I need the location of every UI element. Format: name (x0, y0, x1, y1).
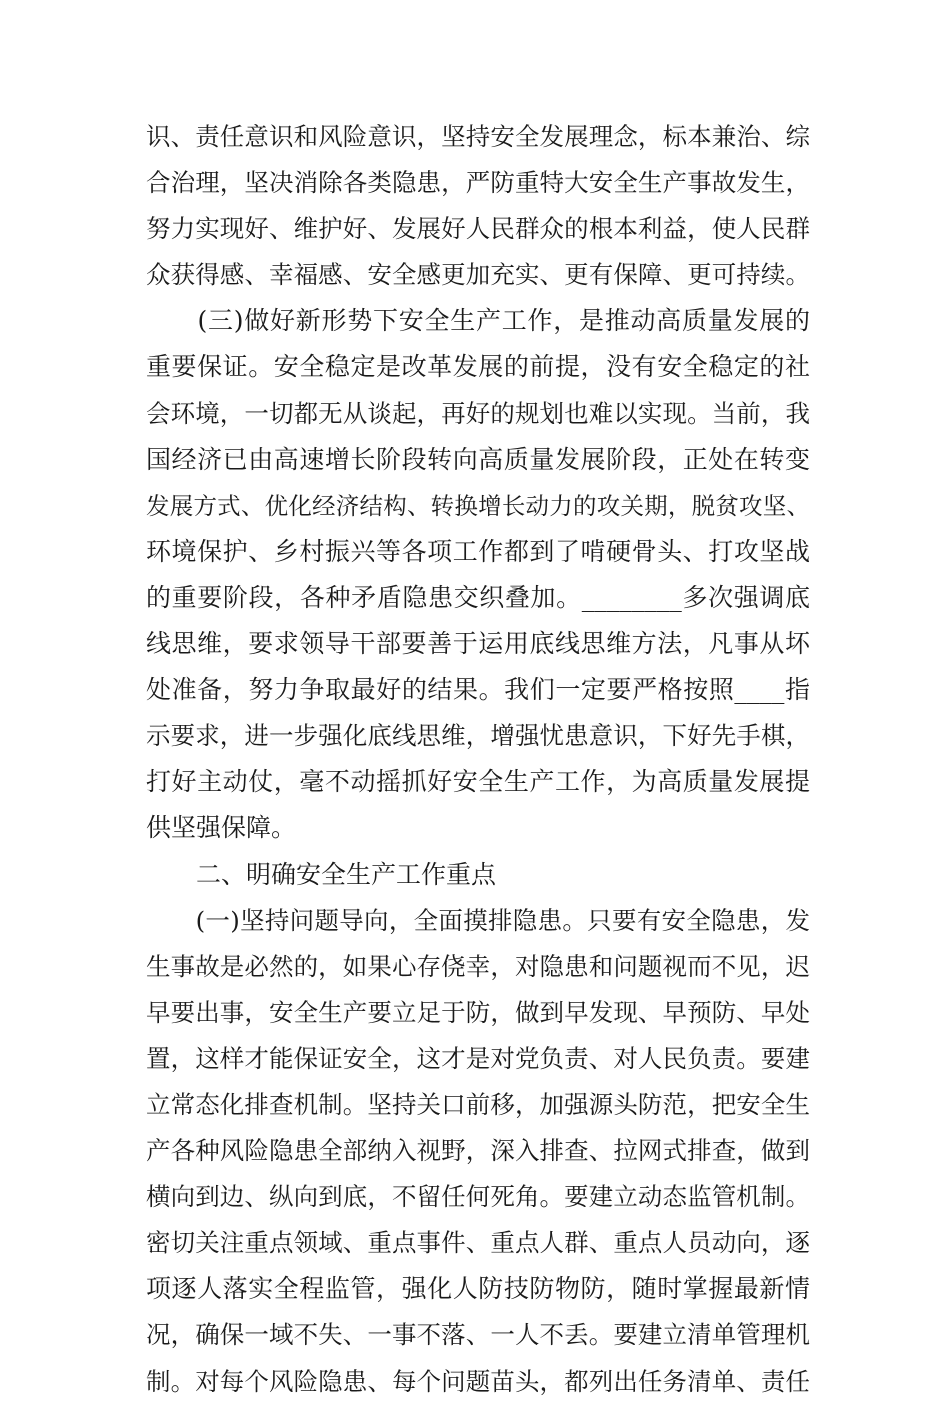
text-line: 识、责任意识和风险意识，坚持安全发展理念，标本兼治、综 (146, 122, 810, 151)
text-line: 线思维，要求领导干部要善于运用底线思维方法，凡事从坏 (146, 629, 810, 659)
text-line: 发展方式、优化经济结构、转换增长动力的攻关期，脱贫攻坚、 (146, 491, 810, 520)
text-line: 处准备，努力争取最好的结果。我们一定要严格按照____指 (146, 675, 810, 705)
section-three-heading-line: (三)做好新形势下安全生产工作，是推动高质量发展的 (146, 306, 810, 336)
text-line: 的重要阶段，各种矛盾隐患交织叠加。________多次强调底 (146, 582, 810, 612)
text-line: 置，这样才能保证安全，这才是对党负责、对人民负责。要建 (146, 1043, 810, 1073)
text-line: 环境保护、乡村振兴等各项工作都到了啃硬骨头、打攻坚战 (146, 536, 810, 566)
text-line: 项逐人落实全程监管，强化人防技防物防，随时掌握最新情 (146, 1274, 810, 1304)
text-line: 制。对每个风险隐患、每个问题苗头，都列出任务清单、责任 (146, 1366, 810, 1396)
section-heading: 二、明确安全生产工作重点 (146, 859, 497, 889)
text-line: 供坚强保障。 (146, 813, 297, 843)
document-page (146, 114, 810, 1405)
text-line: 横向到边、纵向到底，不留任何死角。要建立动态监管机制。 (146, 1182, 810, 1212)
text-line: 众获得感、幸福感、安全感更加充实、更有保障、更可持续。 (146, 260, 810, 290)
text-line: 生事故是必然的，如果心存侥幸，对隐患和问题视而不见，迟 (146, 951, 810, 981)
text-line: 合治理，坚决消除各类隐患，严防重特大安全生产事故发生， (146, 168, 810, 198)
subsection-one-heading-line: (一)坚持问题导向，全面摸排隐患。只要有安全隐患，发 (146, 905, 810, 935)
text-line: 示要求，进一步强化底线思维，增强忧患意识，下好先手棋， (146, 721, 810, 751)
text-line: 况，确保一域不失、一事不落、一人不丢。要建立清单管理机 (146, 1320, 810, 1350)
text-line: 会环境，一切都无从谈起，再好的规划也难以实现。当前，我 (146, 398, 810, 428)
text-line: 产各种风险隐患全部纳入视野，深入排查、拉网式排查，做到 (146, 1136, 810, 1166)
text-line: 国经济已由高速增长阶段转向高质量发展阶段，正处在转变 (146, 444, 810, 474)
text-line: 早要出事，安全生产要立足于防，做到早发现、早预防、早处 (146, 997, 810, 1027)
text-line: 打好主动仗，毫不动摇抓好安全生产工作，为高质量发展提 (146, 767, 810, 797)
text-line: 密切关注重点领域、重点事件、重点人群、重点人员动向，逐 (146, 1228, 810, 1258)
text-line: 重要保证。安全稳定是改革发展的前提，没有安全稳定的社 (146, 352, 810, 382)
text-line: 立常态化排查机制。坚持关口前移，加强源头防范，把安全生 (146, 1089, 810, 1119)
text-line: 努力实现好、维护好、发展好人民群众的根本利益，使人民群 (146, 214, 810, 244)
